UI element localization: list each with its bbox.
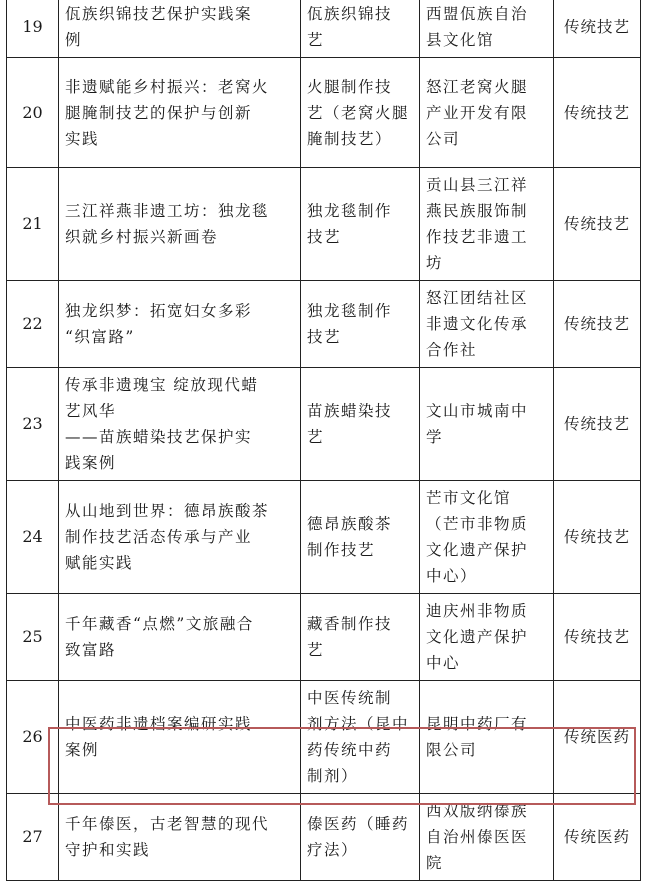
- heritage-table: [6, 0, 641, 881]
- unit-cell: [420, 794, 554, 881]
- project-cell: [301, 168, 420, 281]
- case-name-cell-line: 践案例: [65, 454, 117, 472]
- case-name-cell-line: 独龙织梦：拓宽妇女多彩: [65, 302, 253, 320]
- table-row: [7, 794, 641, 881]
- row-number: 26: [7, 681, 59, 794]
- unit-cell-line: 县文化馆: [426, 31, 495, 49]
- unit-cell-line: 怒江团结社区: [426, 289, 529, 307]
- case-name-cell-line: 织就乡村振兴新画卷: [65, 228, 219, 246]
- project-cell-line: 火腿制作技: [307, 77, 393, 96]
- project-cell: [301, 0, 420, 58]
- unit-cell-line: 限公司: [426, 741, 478, 759]
- case-name-cell-line: 腿腌制技艺的保护与创新: [65, 103, 253, 122]
- unit-cell: [420, 168, 554, 281]
- project-cell-line: 制作技艺: [307, 541, 376, 559]
- case-name-cell-line: 赋能实践: [65, 554, 134, 572]
- case-name-cell-line: ——苗族蜡染技艺保护实: [65, 428, 253, 446]
- project-cell-line: 佤族织锦技: [307, 5, 393, 23]
- case-name-cell-line: 制作技艺活态传承与产业: [65, 528, 253, 546]
- project-cell-line: 藏香制作技: [307, 615, 393, 633]
- unit-cell-line: 非遗文化传承: [426, 315, 529, 333]
- unit-cell-line: （芒市非物质: [426, 515, 529, 533]
- project-cell-line: 艺（老窝火腿: [307, 103, 410, 122]
- case-name-cell-line: 致富路: [65, 641, 117, 659]
- row-number: 24: [7, 481, 59, 594]
- case-name-cell-line: “织富路”: [65, 328, 135, 346]
- project-cell-line: 技艺: [307, 228, 342, 246]
- table-row: [7, 594, 641, 681]
- project-cell: [301, 58, 420, 168]
- project-cell-line: 独龙毯制作: [307, 302, 393, 320]
- unit-cell-line: 中心: [426, 654, 461, 672]
- unit-cell: [420, 368, 554, 481]
- project-cell: [301, 681, 420, 794]
- unit-cell-line: 西双版纳傣族: [426, 802, 529, 820]
- case-name-cell-line: 传承非遗瑰宝 绽放现代蜡: [65, 376, 259, 394]
- project-cell-line: 技艺: [307, 328, 342, 346]
- case-name-cell-line: 非遗赋能乡村振兴：老窝火: [65, 77, 270, 96]
- project-cell-line: 药传统中药: [307, 741, 393, 759]
- case-name-cell: [59, 368, 301, 481]
- table-row: [7, 681, 641, 794]
- project-cell: [301, 794, 420, 881]
- project-cell: [301, 281, 420, 368]
- case-name-cell-line: 例: [65, 31, 83, 49]
- unit-cell-line: 作技艺非遗工: [426, 228, 529, 246]
- unit-cell-line: 昆明中药厂有: [426, 715, 529, 733]
- case-name-cell-line: 艺风华: [65, 402, 117, 420]
- project-cell-line: 苗族蜡染技: [307, 402, 393, 420]
- unit-cell-line: 坊: [426, 254, 444, 272]
- category-cell: 传统技艺: [554, 0, 641, 58]
- unit-cell-line: 院: [426, 854, 444, 872]
- unit-cell: [420, 594, 554, 681]
- unit-cell-line: 学: [426, 428, 444, 446]
- row-number: 25: [7, 594, 59, 681]
- case-name-cell-line: 佤族织锦技艺保护实践案: [65, 5, 253, 23]
- unit-cell-line: 西盟佤族自治: [426, 5, 529, 23]
- unit-cell: [420, 481, 554, 594]
- case-name-cell-line: 三江祥燕非遗工坊：独龙毯: [65, 202, 270, 220]
- project-cell-line: 艺: [307, 641, 325, 659]
- project-cell: [301, 481, 420, 594]
- unit-cell-line: 文化遗产保护: [426, 541, 529, 559]
- unit-cell-line: 产业开发有限: [426, 103, 529, 122]
- project-cell-line: 中医传统制: [307, 689, 393, 707]
- project-cell: [301, 368, 420, 481]
- project-cell-line: 疗法）: [307, 841, 359, 859]
- category-cell: 传统技艺: [554, 168, 641, 281]
- project-cell-line: 独龙毯制作: [307, 202, 393, 220]
- project-cell-line: 腌制技艺）: [307, 129, 393, 148]
- row-number: 21: [7, 168, 59, 281]
- table-row: [7, 281, 641, 368]
- unit-cell-line: 公司: [426, 129, 461, 148]
- project-cell-line: 制剂）: [307, 767, 359, 785]
- category-cell: 传统技艺: [554, 368, 641, 481]
- unit-cell-line: 贡山县三江祥: [426, 176, 529, 194]
- category-cell: 传统技艺: [554, 594, 641, 681]
- case-name-cell: [59, 0, 301, 58]
- case-name-cell: [59, 58, 301, 168]
- unit-cell: [420, 0, 554, 58]
- case-name-cell: [59, 481, 301, 594]
- unit-cell-line: 文山市城南中: [426, 402, 529, 420]
- table-body: [7, 0, 641, 881]
- table-row: [7, 368, 641, 481]
- case-name-cell: [59, 594, 301, 681]
- row-number: 20: [7, 58, 59, 168]
- case-name-cell-line: 守护和实践: [65, 841, 151, 859]
- unit-cell-line: 文化遗产保护: [426, 628, 529, 646]
- project-cell-line: 傣医药（睡药: [307, 815, 410, 833]
- table-row: [7, 168, 641, 281]
- unit-cell-line: 自治州傣医医: [426, 828, 529, 846]
- row-number: 19: [7, 0, 59, 58]
- case-name-cell-line: 千年傣医，古老智慧的现代: [65, 815, 270, 833]
- unit-cell-line: 合作社: [426, 341, 478, 359]
- category-cell: 传统医药: [554, 681, 641, 794]
- row-number: 22: [7, 281, 59, 368]
- unit-cell-line: 迪庆州非物质: [426, 602, 529, 620]
- category-cell: 传统医药: [554, 794, 641, 881]
- unit-cell-line: 中心）: [426, 567, 478, 585]
- project-cell: [301, 594, 420, 681]
- row-number: 23: [7, 368, 59, 481]
- case-name-cell-line: 千年藏香“点燃”文旅融合: [65, 615, 254, 633]
- unit-cell-line: 燕民族服饰制: [426, 202, 529, 220]
- unit-cell-line: 芒市文化馆: [426, 489, 512, 507]
- project-cell-line: 德昂族酸茶: [307, 515, 393, 533]
- project-cell-line: 艺: [307, 428, 325, 446]
- table-row: [7, 481, 641, 594]
- table-row: [7, 0, 641, 58]
- category-cell: 传统技艺: [554, 281, 641, 368]
- unit-cell: [420, 281, 554, 368]
- category-cell: 传统技艺: [554, 481, 641, 594]
- unit-cell: [420, 681, 554, 794]
- table-row: [7, 58, 641, 168]
- case-name-cell-line: 实践: [65, 129, 100, 148]
- case-name-cell: [59, 168, 301, 281]
- unit-cell: [420, 58, 554, 168]
- case-name-cell: [59, 281, 301, 368]
- category-cell: 传统技艺: [554, 58, 641, 168]
- unit-cell-line: 怒江老窝火腿: [426, 77, 529, 96]
- case-name-cell-line: 案例: [65, 741, 100, 759]
- case-name-cell: [59, 794, 301, 881]
- row-number: 27: [7, 794, 59, 881]
- case-name-cell-line: 中医药非遗档案编研实践: [65, 715, 253, 733]
- case-name-cell: [59, 681, 301, 794]
- project-cell-line: 艺: [307, 31, 325, 49]
- project-cell-line: 剂方法（昆中: [307, 715, 410, 733]
- case-name-cell-line: 从山地到世界：德昂族酸茶: [65, 502, 270, 520]
